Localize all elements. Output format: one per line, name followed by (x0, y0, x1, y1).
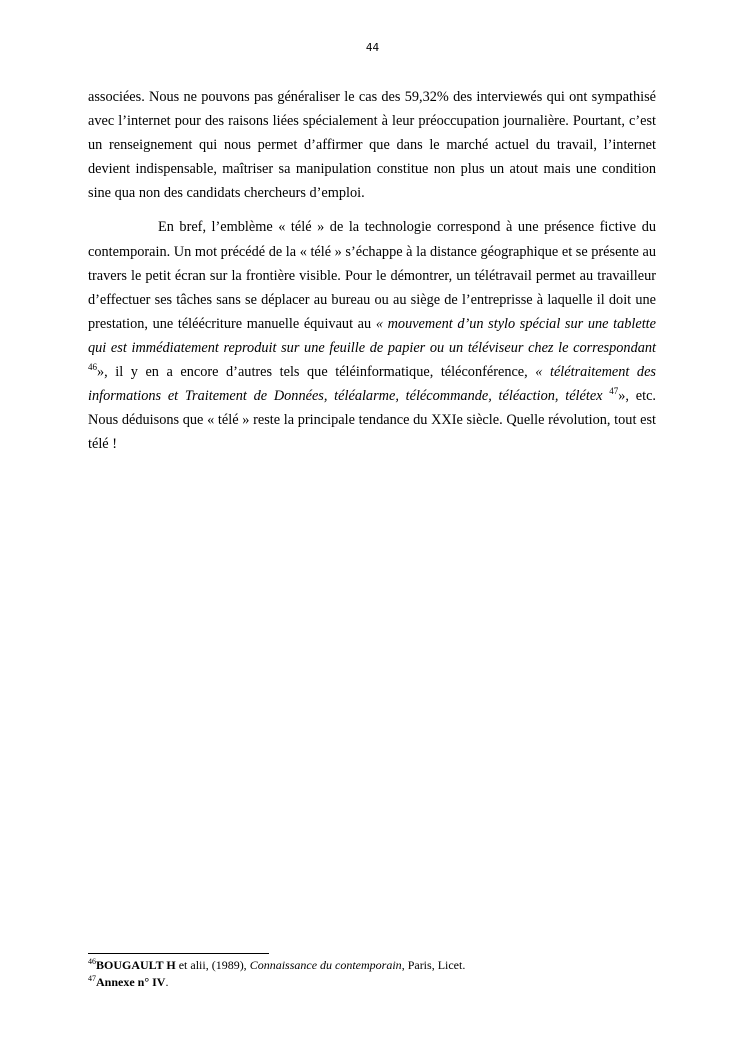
footnote-author: BOUGAULT H (96, 958, 176, 972)
footnote-text: . (165, 975, 169, 989)
footnote-ref-46[interactable]: 46 (88, 362, 97, 373)
paragraph-2-text-2: », il y en a encore d’autres tels que téléinformatique, téléconférence, (97, 364, 536, 381)
footnote-46 (88, 957, 656, 974)
paragraph-2-text-3: », etc. Nous déduisons que « télé » reste la principale tendance du XXIe siècle. Quelle révolution, tout est télé ! (88, 388, 656, 453)
paragraph-1: associées. Nous ne pouvons pas généraliser le cas des 59,32% des interviewés qui ont sympathisé avec l’internet pour des raisons liées spécialement à leur préoccupation journalière. Pourtant, c’est un renseignement qui nous permet d’affirmer que dans le marché actuel du travail, l’internet devient indispensable, maîtriser sa manipulation constitue non plus un atout mais une condition sine qua non des candidats chercheurs d’emploi. (88, 89, 656, 202)
footnote-text: , Paris, Licet. (401, 958, 466, 972)
footnotes (88, 957, 656, 991)
footnote-text: et alii, (1989), (175, 958, 250, 972)
page-number: 44 (365, 42, 380, 54)
quotation-teletraitement: « télétraitement des informations et Traitement de Données, téléalarme, télécommande, téléaction, télétex (88, 364, 656, 405)
footnote-47 (88, 974, 656, 991)
body-text (88, 85, 656, 456)
footnote-label: Annexe n° IV (96, 975, 166, 989)
paragraph-2 (88, 215, 656, 456)
footnote-separator (88, 953, 269, 954)
footnote-ref-47[interactable]: 47 (609, 386, 619, 397)
footnote-number: 47 (88, 974, 96, 983)
footnote-title: Connaissance du contemporain (249, 958, 402, 972)
footnote-number: 46 (88, 957, 96, 966)
quotation-stylo: « mouvement d’un stylo spécial sur une tablette qui est immédiatement reproduit sur une feuille de papier ou un téléviseur chez le correspondant (88, 315, 656, 356)
paragraph-2-text-1: En bref, l’emblème « télé » de la technologie correspond à une présence fictive du contemporain. Un mot précédé de la « télé » s’échappe à la distance géographique et se présente au travers le petit écran sur la frontière visible. Pour le démontrer, un télétravail permet au travailleur d’effectuer ses tâches sans se déplacer au bureau ou au siège de l’entreprisse à laquelle il doit une prestation, une téléécriture manuelle équivaut au (88, 219, 656, 332)
